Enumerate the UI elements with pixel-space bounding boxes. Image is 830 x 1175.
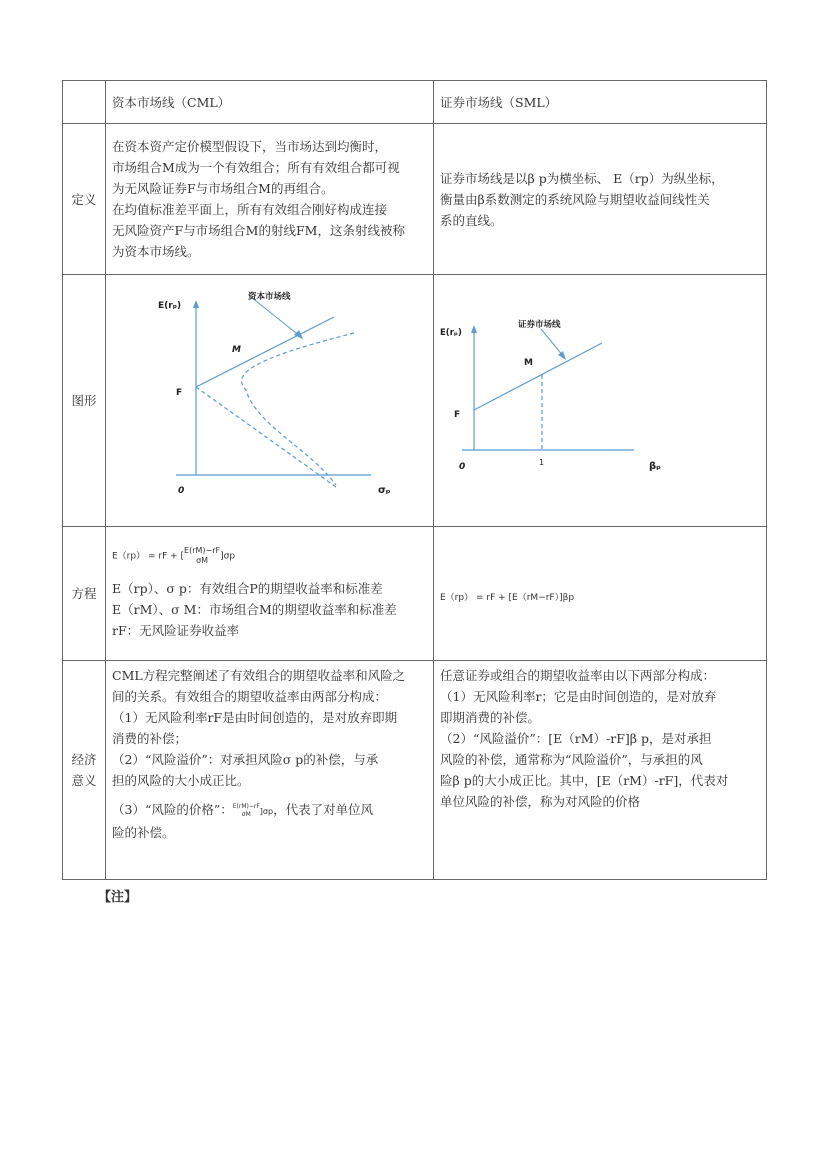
- econ-sml-line: 险β p的大小成正比。其中，[E（rM）-rF]，代表对: [440, 773, 729, 788]
- sml-line-label: 证券市场线: [518, 320, 561, 330]
- econ-cml-item3-prefix: （3）“风险的价格”：: [112, 802, 233, 817]
- definition-cml-line: 为无风险证券F与市场组合M的再组合。: [112, 181, 334, 196]
- cml-formula-left: E（rp） = rF + [: [112, 551, 185, 562]
- econ-cml-line: （2）“风险溢价”：对承担风险σ p的补偿，与承: [112, 752, 379, 767]
- sml-chart: [434, 275, 762, 520]
- econ-sml-line: 即期消费的补偿。: [440, 710, 541, 725]
- sml-y-arrow: [471, 325, 477, 333]
- cml-label-pointer: [251, 297, 301, 337]
- sml-point-f: F: [454, 410, 461, 420]
- sml-tick-1: 1: [539, 458, 545, 467]
- equation-sml: [434, 527, 767, 661]
- header-cml: 资本市场线（CML）: [106, 81, 434, 124]
- econ-row: [63, 661, 767, 880]
- definition-cml-line: 无风险资产F与市场组合M的射线FM，这条射线被称: [112, 223, 405, 238]
- econ-cml-item3-den: σM: [241, 810, 251, 818]
- econ-cml-line: 担的风险的大小成正比。: [112, 773, 250, 788]
- sml-formula: E（rp） = rF + [E（rM−rF）]βp: [440, 593, 575, 603]
- cml-chart: [106, 275, 434, 520]
- definition-sml-line: 证券市场线是以β p为横坐标、 E（rp）为纵坐标，: [440, 170, 724, 186]
- econ-cml-line: （1）无风险利率rF是由时间创造的，是对放弃即期: [112, 710, 398, 725]
- cml-formula-right: ]σp: [220, 551, 236, 562]
- cml-formula: [112, 546, 427, 568]
- cml-formula-den: σM: [196, 556, 209, 566]
- econ-sml-line: 单位风险的补偿，称为对风险的价格: [440, 794, 641, 809]
- definition-sml-line: 衡量由β系数测定的系统风险与期望收益间线性关: [440, 191, 710, 207]
- econ-cml-line: 间的关系。有效组合的期望收益率由两部分构成：: [112, 689, 388, 704]
- econ-cml-item3-num: E(rM)−rF: [232, 802, 260, 810]
- cml-dashed-line: [196, 387, 336, 487]
- econ-cml-item3: （3）“风险的价格”： E(rM)−rF σM ]σp，代表了对单位风: [112, 802, 374, 818]
- figure-label: 图形: [63, 275, 106, 527]
- figure-row: [63, 275, 767, 527]
- definition-cml-line: 在均值标准差平面上，所有有效组合刚好构成连接: [112, 202, 388, 217]
- sml-y-label: E(rₚ): [440, 328, 462, 338]
- definition-cml: [106, 124, 434, 275]
- equation-row: [63, 527, 767, 661]
- figure-sml-cell: [434, 275, 767, 527]
- econ-label-line: 意义: [71, 773, 97, 788]
- cml-y-label: E(rₚ): [158, 301, 182, 311]
- econ-sml: [434, 661, 767, 880]
- definition-row: [63, 124, 767, 275]
- cml-origin: 0: [178, 486, 185, 496]
- cml-point-f: F: [176, 388, 183, 398]
- econ-cml-line: 消费的补偿；: [112, 731, 188, 746]
- econ-cml-item3-fraction: [233, 803, 260, 819]
- econ-sml-line: 任意证券或组合的期望收益率由以下两部分构成：: [440, 668, 716, 683]
- econ-sml-line: 风险的补偿，通常称为“风险溢价”，与承担的风: [440, 752, 703, 767]
- equation-cml-line: E（rM）、σ M：市场组合M的期望收益率和标准差: [112, 601, 397, 617]
- definition-cml-line: 市场组合M成为一个有效组合；所有有效组合都可视: [112, 160, 400, 175]
- cml-y-arrow: [193, 300, 199, 308]
- header-sml: 证券市场线（SML）: [434, 81, 767, 124]
- figure-cml-cell: [106, 275, 434, 527]
- equation-cml-line: E（rp）、σ p：有效组合P的期望收益率和标准差: [112, 580, 383, 596]
- cml-formula-num: E(rM)−rF: [184, 546, 221, 556]
- econ-label-line: 经济: [71, 752, 97, 767]
- corner-cell: [63, 81, 106, 124]
- econ-sml-line: （2）“风险溢价”：[E（rM）-rF]β p，是对承担: [440, 731, 712, 746]
- sml-x-label: βₚ: [649, 461, 661, 472]
- econ-cml: [106, 661, 434, 880]
- econ-cml-item3-end: 险的补偿。: [112, 825, 175, 840]
- cml-formula-fraction: [184, 546, 220, 566]
- equation-cml-line: rF：无风险证券收益率: [112, 622, 240, 638]
- sml-line: [474, 343, 602, 410]
- sml-label-pointer: [541, 329, 564, 357]
- comparison-table: [62, 80, 767, 880]
- cml-point-m: M: [232, 345, 241, 355]
- econ-sml-line: （1）无风险利率r；它是由时间创造的，是对放弃: [440, 689, 717, 704]
- cml-x-label: σₚ: [378, 485, 391, 496]
- equation-label: 方程: [63, 527, 106, 661]
- econ-cml-line: CML方程完整阐述了有效组合的期望收益率和风险之: [112, 668, 406, 683]
- econ-label: [63, 661, 106, 880]
- header-row: [63, 81, 767, 124]
- cml-label-arrowhead: [294, 330, 303, 339]
- econ-cml-item3-suffix: ，代表了对单位风: [273, 802, 374, 817]
- cml-line: [196, 317, 334, 387]
- definition-label: 定义: [63, 124, 106, 275]
- definition-sml-line: 系的直线。: [440, 212, 503, 228]
- definition-sml: [434, 124, 767, 275]
- note-heading: 【注】: [98, 890, 138, 905]
- equation-cml: [106, 527, 434, 661]
- sml-point-m: M: [524, 358, 533, 368]
- sml-origin: 0: [459, 462, 466, 472]
- sml-label-arrowhead: [558, 351, 566, 360]
- definition-cml-line: 为资本市场线。: [112, 244, 200, 259]
- definition-cml-line: 在资本资产定价模型假设下，当市场达到均衡时，: [112, 139, 388, 154]
- cml-line-label: 资本市场线: [248, 292, 291, 302]
